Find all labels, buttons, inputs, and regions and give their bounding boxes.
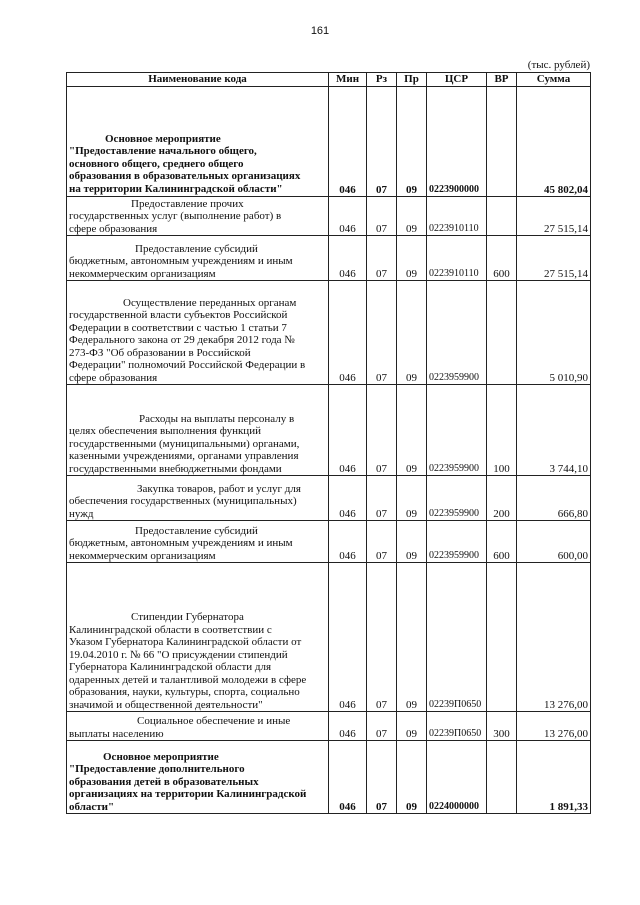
row-csr: 0224000000 (427, 741, 487, 814)
row-line: значимой и общественной деятельности" (69, 698, 263, 711)
row-line: казенными учреждениями, органами управления (69, 450, 299, 462)
row-vr: 100 (487, 385, 517, 476)
row-csr: 0223959900 (427, 385, 487, 476)
row-line: Федерального закона от 29 декабря 2012 года № (69, 334, 295, 346)
row-sum: 13 276,00 (517, 563, 591, 712)
row-pr: 09 (397, 712, 427, 741)
row-line: одаренных детей и талантливой молодежи в сфере (69, 673, 307, 686)
row-rz: 07 (367, 476, 397, 521)
row-pr: 09 (397, 476, 427, 521)
row-vr (487, 87, 517, 197)
header-pr: Пр (397, 73, 427, 87)
row-sum: 600,00 (517, 521, 591, 563)
row-vr: 300 (487, 712, 517, 741)
row-line: Калининградской области в соответствии с (69, 623, 272, 636)
header-csr: ЦСР (427, 73, 487, 87)
row-min: 046 (329, 521, 367, 563)
row-line: Социальное обеспечение и иные (137, 715, 291, 727)
row-line: Предоставление субсидий (135, 524, 258, 537)
header-rz: Рз (367, 73, 397, 87)
row-pr: 09 (397, 521, 427, 563)
row-line: государственными (муниципальными) органами, (69, 437, 300, 450)
row-vr (487, 197, 517, 236)
row-line: обеспечения государственных (муниципальных) (69, 495, 297, 507)
row-csr: 0223910110 (427, 236, 487, 281)
row-vr: 200 (487, 476, 517, 521)
units-label: (тыс. рублей) (527, 59, 590, 71)
table-row (67, 476, 591, 521)
row-csr: 0223910110 (427, 197, 487, 236)
row-line: некоммерческим организациям (69, 267, 216, 280)
row-sum: 5 010,90 (517, 281, 591, 385)
row-rz: 07 (367, 281, 397, 385)
budget-table (66, 72, 591, 814)
row-line: Губернатора Калининградской области для (69, 661, 272, 673)
row-min: 046 (329, 236, 367, 281)
row-vr (487, 741, 517, 814)
row-line: целях обеспечения выполнения функций (69, 425, 261, 437)
row-name (67, 521, 329, 563)
row-line: "Предоставление начального общего, (69, 145, 257, 157)
row-line: Федерации в соответствии с частью 1 статьи 7 (69, 321, 287, 334)
row-pr: 09 (397, 741, 427, 814)
row-name (67, 563, 329, 712)
row-line: образования, науки, культуры, спорта, социально (69, 686, 300, 698)
table-row (67, 741, 591, 814)
row-line: Основное мероприятие (105, 132, 221, 145)
row-line: образования детей в образовательных (69, 775, 259, 788)
row-csr: 0223959900 (427, 521, 487, 563)
row-name (67, 712, 329, 741)
header-vr: ВР (487, 73, 517, 87)
row-name (67, 385, 329, 476)
row-line: 273-ФЗ "Об образовании в Российской (69, 346, 251, 359)
table-row (67, 521, 591, 563)
row-sum: 666,80 (517, 476, 591, 521)
row-line: организациях на территории Калининградской (69, 788, 307, 800)
row-line: Указом Губернатора Калининградской области от (69, 636, 302, 648)
row-line: государственных услуг (выполнение работ) в (69, 210, 282, 222)
row-name (67, 197, 329, 236)
row-line: бюджетным, автономным учреждениям и иным (69, 537, 293, 549)
row-line: Закупка товаров, работ и услуг для (137, 482, 301, 495)
row-pr: 09 (397, 236, 427, 281)
row-min: 046 (329, 741, 367, 814)
row-sum: 1 891,33 (517, 741, 591, 814)
row-sum: 13 276,00 (517, 712, 591, 741)
row-line: Осуществление переданных органам (123, 296, 297, 309)
row-sum: 27 515,14 (517, 197, 591, 236)
row-rz: 07 (367, 741, 397, 814)
row-csr: 02239П0650 (427, 563, 487, 712)
row-min: 046 (329, 385, 367, 476)
row-rz: 07 (367, 385, 397, 476)
row-rz: 07 (367, 236, 397, 281)
row-line: основного общего, среднего общего (69, 157, 244, 170)
row-line: 19.04.2010 г. № 66 "О присуждении стипендий (69, 648, 288, 661)
row-line: государственными внебюджетными фондами (69, 462, 282, 475)
row-min: 046 (329, 563, 367, 712)
row-rz: 07 (367, 712, 397, 741)
row-line: на территории Калининградской области" (69, 182, 283, 195)
row-rz: 07 (367, 197, 397, 236)
row-name (67, 476, 329, 521)
row-pr: 09 (397, 563, 427, 712)
table-row (67, 563, 591, 712)
row-rz: 07 (367, 563, 397, 712)
page-number: 161 (310, 25, 330, 37)
table-row (67, 197, 591, 236)
row-line: государственной власти субъектов Российской (69, 309, 288, 321)
row-line: некоммерческим организациям (69, 549, 216, 562)
row-line: Расходы на выплаты персоналу в (139, 412, 295, 425)
table-row (67, 236, 591, 281)
row-rz: 07 (367, 521, 397, 563)
table-row (67, 87, 591, 197)
table-row (67, 281, 591, 385)
row-pr: 09 (397, 281, 427, 385)
row-vr (487, 563, 517, 712)
row-csr: 0223900000 (427, 87, 487, 197)
row-line: выплаты населению (69, 727, 164, 740)
table-header-row (67, 73, 591, 87)
row-line: Основное мероприятие (103, 750, 219, 763)
row-vr: 600 (487, 236, 517, 281)
row-csr: 0223959900 (427, 476, 487, 521)
row-pr: 09 (397, 87, 427, 197)
table-row (67, 712, 591, 741)
row-name (67, 87, 329, 197)
row-name (67, 236, 329, 281)
row-csr: 02239П0650 (427, 712, 487, 741)
row-csr: 0223959900 (427, 281, 487, 385)
row-line: Федерации" полномочий Российской Федерации в (69, 359, 306, 371)
header-min: Мин (329, 73, 367, 87)
row-sum: 27 515,14 (517, 236, 591, 281)
row-line: нужд (69, 507, 94, 520)
row-sum: 3 744,10 (517, 385, 591, 476)
row-min: 046 (329, 87, 367, 197)
row-line: области" (69, 800, 115, 813)
row-line: Предоставление прочих (131, 197, 244, 210)
row-line: Предоставление субсидий (135, 242, 258, 255)
row-line: сфере образования (69, 371, 158, 384)
row-name (67, 741, 329, 814)
row-line: бюджетным, автономным учреждениям и иным (69, 255, 293, 267)
row-vr: 600 (487, 521, 517, 563)
row-rz: 07 (367, 87, 397, 197)
row-name (67, 281, 329, 385)
row-line: сфере образования (69, 222, 158, 235)
table-row (67, 385, 591, 476)
row-line: образования в образовательных организациях (69, 170, 301, 182)
row-vr (487, 281, 517, 385)
header-name: Наименование кода (67, 73, 329, 87)
row-sum: 45 802,04 (517, 87, 591, 197)
row-min: 046 (329, 197, 367, 236)
row-min: 046 (329, 476, 367, 521)
header-sum: Сумма (517, 73, 591, 87)
row-pr: 09 (397, 385, 427, 476)
row-pr: 09 (397, 197, 427, 236)
row-line: "Предоставление дополнительного (69, 763, 245, 775)
row-min: 046 (329, 281, 367, 385)
row-min: 046 (329, 712, 367, 741)
row-line: Стипендии Губернатора (131, 611, 244, 623)
